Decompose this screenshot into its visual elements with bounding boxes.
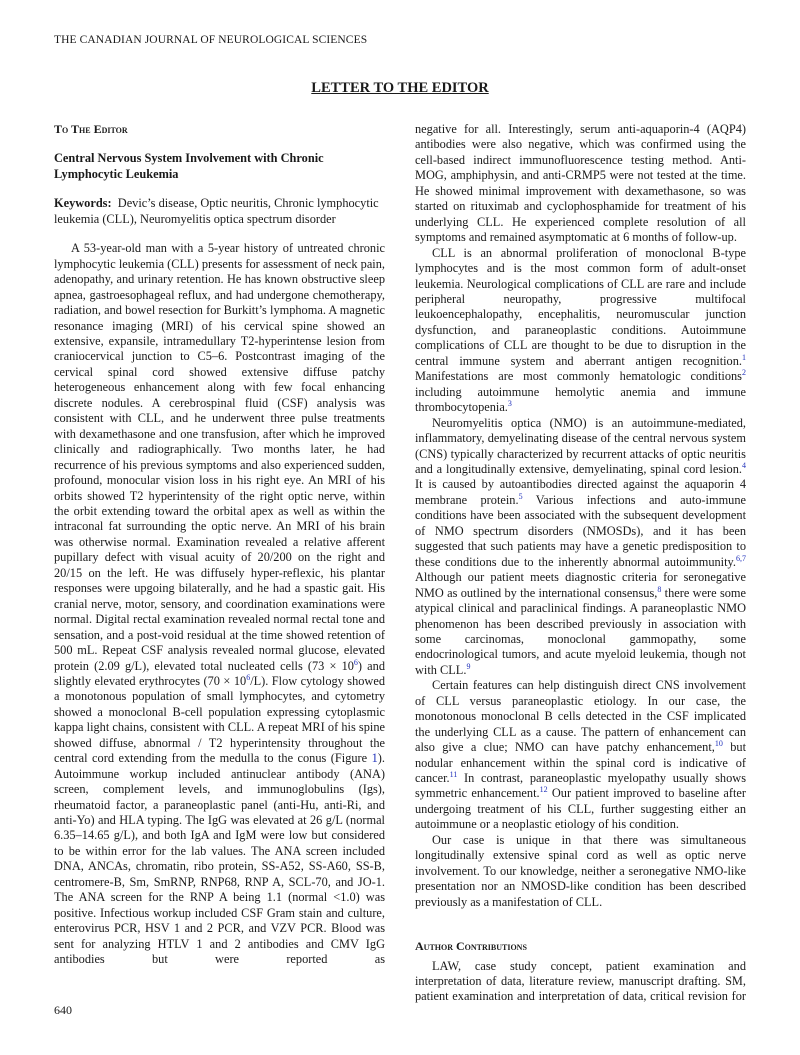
body-paragraph <box>415 246 746 416</box>
paragraph-text: Although our patient meets diagnostic criteria for seronegative NMO as outlined by the international consensus, <box>415 570 746 600</box>
citation-link[interactable]: 6 <box>353 657 358 667</box>
body-paragraph <box>415 122 746 246</box>
citation-link[interactable]: 5 <box>518 491 523 501</box>
paragraph-text: negative for all. Interestingly, serum anti-aquaporin-4 (AQP4) antibodies were also negative, which was confirmed using the cell-based indirect immunofluorescence testing method. Anti-MOG, amphiphysin, and anti-CRMP5 were not tested at the time. He showed minimal improvement with dexamethasone, so was started on rituximab and cyclophosphamide for treatment of his underlying CLL. He experienced complete resolution of all symptoms and remained asymptomatic at 6 months of follow-up. <box>415 122 746 245</box>
citation-link[interactable]: 1 <box>742 352 746 362</box>
paragraph-text: there were some atypical clinical and paraclinical findings. A paraneoplastic NMO phenomenon has been described previously in association with some carcinomas, monoclonal gammopathy, some endocrinological tumors, and acute myeloid leukemia, though not with CLL. <box>415 585 746 677</box>
citation-link[interactable]: 11 <box>449 770 458 780</box>
paragraph-text: It is caused by autoantibodies directed against the aquaporin 4 membrane protein. <box>415 477 746 507</box>
paragraph-text: ). Autoimmune workup included antinuclear antibody (ANA) screen, complement levels, and immunoglobulins (Igs), rheumatoid factor, a paraneoplastic panel (anti-Hu, anti-Ri, and anti-Yo) and HLA typing. The IgG was elevated at 26 g/L (normal 6.35–14.65 g/L), and both IgA and IgM were low but considered to be within error for the lab values. The ANA screen included DNA, ANCAs, chromatin, ribo protein, SS-A52, SS-A60, SS-B, centromere-B, Sm, SmRNP, RNP68, RNP A, SCL-70, and JO-1. The ANA screen for the RNP A being 1.1 (normal <1.0) was positive. Infectious workup included CSF Gram stain and culture, enterovirus PCR, HSV 1 and 2 PCR, and VZV PCR. Blood was sent for analyzing HTLV 1 and 2 antibodies and CMV IgG antibodies but were reported as <box>54 751 385 967</box>
page-number: 640 <box>54 1003 72 1017</box>
paragraph-text: Our patient improved to baseline after undergoing treatment of his CLL, further suggesting either an autoimmune or a neoplastic etiology of his condition. <box>415 786 747 832</box>
paragraph-text: Certain features can help distinguish direct CNS involvement of CLL versus paraneoplastic etiology. In our case, the monotonous monoclonal B cells detected in the CSF implicated the underlying CLL as a cause. The pattern of enhancement can also give a clue; NMO can have patchy enhancement, <box>415 678 746 755</box>
body-paragraph <box>415 833 746 910</box>
author-contributions-heading: Author Contributions <box>415 939 527 954</box>
body-paragraph <box>415 416 746 679</box>
left-body <box>54 241 385 967</box>
paragraph-text: but nodular enhancement within the spinal cord is indicative of cancer. <box>415 740 746 786</box>
paragraph-text: ) and slightly elevated erythrocytes (70 × 10 <box>54 658 385 688</box>
article-title: Central Nervous System Involvement with Chronic Lymphocytic Leukemia <box>54 151 324 181</box>
paragraph-text: including autoimmune hemolytic anemia and immune thrombocytopenia. <box>415 384 746 415</box>
paragraph-text: CLL is an abnormal proliferation of monoclonal B-type lymphocytes and is the most common form of adult-onset leukemia. Neurological complications of CLL are rare and include peripheral neuropathy, progressive multifocal leukoencephalopathy, encephalitis, neuromuscular junction dysfunction, and paraneoplastic conditions. Autoimmune complications of CLL are thought to be due to disruption in the central immune system and aberrant antigen recognition. <box>415 245 746 368</box>
citation-link[interactable]: 3 <box>507 399 512 409</box>
running-head: THE CANADIAN JOURNAL OF NEUROLOGICAL SCIENCES <box>54 34 368 46</box>
keywords-text: Devic’s disease, Optic neuritis, Chronic lymphocytic leukemia (CLL), Neuromyelitis optica spectrum disorder <box>54 196 379 226</box>
right-column <box>415 122 746 1005</box>
paragraph-text: Manifestations are most commonly hematologic conditions <box>415 369 742 384</box>
salutation: To The Editor <box>54 122 128 136</box>
figure-link[interactable]: 1 <box>371 751 378 766</box>
citation-link[interactable]: 9 <box>466 661 471 671</box>
citation-link[interactable]: 4 <box>742 460 746 470</box>
paragraph-text: In contrast, paraneoplastic myelopathy usually shows symmetric enhancement. <box>415 771 746 801</box>
paragraph-text: Various infections and auto-immune conditions have been associated with the subsequent development of NMO spectrum disorders (NMOSDs), and it has been suggested that such patients may have a genetic predisposition to these conditions due to the inherently abnormal autoimmunity. <box>415 492 746 569</box>
left-column <box>54 122 385 968</box>
body-paragraph <box>54 241 385 967</box>
paragraph-text: /L). Flow cytology showed a monotonous population of small lymphocytes, and cytometry showed a monoclonal B-cell population expressing cytoplasmic kappa light chains, consistent with CLL. A repeat MRI of his spine showed diffuse, abnormal / T2 hyperintensity throughout the central cord extending from the medulla to the conus (Figure <box>54 673 385 766</box>
citation-link[interactable]: 6,7 <box>736 553 746 563</box>
keywords-label: Keywords: <box>54 196 112 211</box>
paragraph-text: A 53-year-old man with a 5-year history of untreated chronic lymphocytic leukemia (CLL) presents for assessment of neck pain, adenopathy, and urinary retention. He has known obstructive sleep apnea, gastroesophageal reflux, and had undergone chemotherapy, radiation, and bowel resection for Burkitt’s lymphoma. A magnetic resonance imaging (MRI) of his cervical spine showed an extensive, expansile, intramedullary T2-hyperintense lesion from craniocervical junction to C5–6. Postcontrast imaging of the cervical spinal cord showed extensive diffuse patchy heterogeneous enhancement along with few focal enhancing discrete nodules. A cerebrospinal fluid (CSF) analysis was consistent with CLL, and he underwent three pulse treatments with dexamethasone and one transfusion, after which he improved clinically and radiographically. Two months later, he had recurrence of his previous symptoms and also experienced sudden, profound, monocular vision loss in his right eye. An MRI of his orbits showed T2 hyperintensity of the right optic nerve, within the orbit extending toward the orbital apex as well as within the intraconal fat surrounding the optic nerve. An MRI of his brain was otherwise normal. Examination revealed a relative afferent pupillary defect with visual acuity of 20/200 on the right and 20/15 on the left. He was diffusely hyper-reflexic, his plantar responses were upgoing bilaterally, and he had a spastic gait. His cranial nerve, motor, sensory, and coordination examinations were normal. Digital rectal examination revealed normal rectal tone and sensation, and a post-void residual at the time showed retention of 500 mL. Repeat CSF analysis revealed normal glucose, elevated protein (2.09 g/L), elevated total nucleated cells (73 × 10 <box>54 241 385 673</box>
keywords <box>54 196 385 227</box>
citation-link[interactable]: 12 <box>539 785 548 795</box>
paragraph-text: Neuromyelitis optica (NMO) is an autoimmune-mediated, inflammatory, demyelinating disease of the central nervous system (CNS) typically characterized by recurrent attacks of optic neuritis and a longitudinally extensive, demyelinating, spinal cord lesion. <box>415 415 746 476</box>
citation-link[interactable]: 6 <box>246 672 251 682</box>
citation-link[interactable]: 2 <box>742 368 746 378</box>
paragraph-text: Our case is unique in that there was simultaneous longitudinally extensive spinal cord as well as optic nerve involvement. To our knowledge, neither a seronegative NMO-like presentation nor an NMOSD-like condition has been described previously as a manifestation of CLL. <box>415 832 746 909</box>
author-contributions-text: LAW, case study concept, patient examination and interpretation of data, literature review, manuscript drafting. SM, patient examination and interpretation of data, critical revision for <box>415 958 746 1004</box>
citation-link[interactable]: 10 <box>714 739 723 749</box>
section-title: LETTER TO THE EDITOR <box>311 80 489 96</box>
citation-link[interactable]: 8 <box>657 584 662 594</box>
body-paragraph <box>415 678 746 833</box>
right-body <box>415 122 746 910</box>
